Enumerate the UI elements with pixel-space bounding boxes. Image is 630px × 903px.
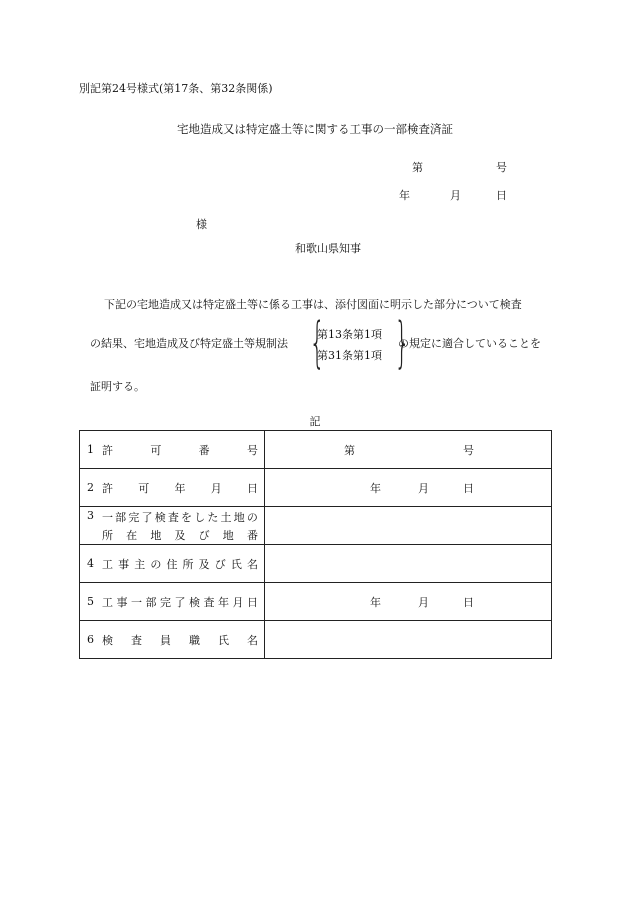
date-month-label: 月: [450, 189, 461, 202]
date-year-label: 年: [399, 189, 410, 202]
table-row: [80, 545, 552, 583]
label-char: 氏: [230, 557, 242, 571]
table-row: [80, 507, 552, 545]
date-day-label: 日: [496, 189, 507, 202]
value-month: 月: [418, 481, 429, 495]
value-day: 日: [463, 595, 474, 609]
row-number: 5: [87, 595, 94, 608]
label-char: 名: [246, 557, 258, 571]
number-prefix: 第: [412, 161, 423, 174]
label-char: び: [198, 528, 210, 542]
label-char: 完: [160, 595, 171, 609]
label-char: 番: [246, 528, 258, 542]
row-value[interactable]: [265, 545, 552, 583]
label-char: 検: [102, 633, 113, 647]
label-char: 査: [203, 595, 215, 609]
label-char: 一: [131, 595, 142, 609]
label-char: 職: [189, 633, 200, 647]
label-char: 番: [198, 443, 210, 457]
table-row: [80, 583, 552, 621]
certificate-table: [79, 430, 552, 659]
row-number: 2: [87, 481, 94, 494]
number-suffix: 号: [496, 161, 507, 174]
label-char: 号: [246, 443, 258, 457]
form-number: 別記第24号様式(第17条、第32条関係): [79, 82, 273, 95]
value-month: 月: [418, 595, 429, 609]
document-title: 宅地造成又は特定盛土等に関する工事の一部検査済証: [177, 122, 453, 136]
label-char: 年: [174, 481, 186, 495]
label-char: 日: [247, 595, 258, 609]
label-char: 土: [220, 510, 232, 524]
body-line-2-after: の規定に適合していることを: [398, 337, 541, 350]
label-char: の: [246, 510, 258, 524]
label-char: 許: [102, 443, 113, 457]
value-suffix: 号: [463, 443, 474, 457]
table-row: [80, 469, 552, 507]
label-char: 及: [198, 557, 210, 571]
row-label: [80, 545, 265, 583]
left-brace: {: [309, 311, 325, 374]
body-line-3: 証明する。: [90, 380, 145, 393]
row-value[interactable]: [265, 431, 552, 469]
label-char: 年: [218, 595, 229, 609]
right-brace: }: [394, 311, 410, 374]
row-label: [80, 431, 265, 469]
label-char: 一: [102, 510, 113, 524]
row-value[interactable]: [265, 469, 552, 507]
label-char: た: [207, 510, 219, 524]
label-char: 地: [233, 510, 245, 524]
label-char: 地: [150, 528, 162, 542]
label-char: 主: [134, 557, 146, 571]
label-char: 完: [128, 510, 140, 524]
row-number: 6: [87, 633, 94, 646]
row-label: [80, 469, 265, 507]
label-char: 許: [102, 481, 113, 495]
label-char: 月: [210, 481, 222, 495]
row-value[interactable]: [265, 507, 552, 545]
label-char: 所: [182, 557, 194, 571]
body-line-2-before: の結果、宅地造成及び特定盛土等規制法: [90, 337, 288, 350]
label-char: 在: [126, 528, 138, 542]
body-line-1: 下記の宅地造成又は特定盛土等に係る工事は、添付図面に明示した部分について検査: [104, 298, 522, 311]
label-char: 了: [174, 595, 186, 609]
label-char: 工: [102, 595, 113, 609]
label-char: 所: [102, 528, 113, 542]
row-number: 3: [87, 508, 94, 522]
label-char: 部: [145, 595, 157, 609]
label-char: 可: [138, 481, 150, 495]
row-label: [80, 507, 265, 545]
label-char: 事: [118, 557, 130, 571]
label-char: 検: [154, 510, 166, 524]
label-char: の: [150, 557, 162, 571]
label-char: 地: [222, 528, 234, 542]
label-char: 名: [247, 633, 258, 647]
article-item-2: 第31条第1項: [317, 349, 382, 362]
table-row: [80, 431, 552, 469]
label-char: 検: [189, 595, 200, 609]
label-char: し: [194, 510, 206, 524]
label-char: 了: [141, 510, 153, 524]
label-char: 部: [115, 510, 127, 524]
value-day: 日: [463, 481, 474, 495]
label-char: 日: [247, 481, 258, 495]
row-number: 4: [87, 557, 94, 570]
issuer: 和歌山県知事: [295, 242, 361, 255]
value-year: 年: [370, 481, 381, 495]
label-char: 氏: [218, 633, 229, 647]
row-label: [80, 583, 265, 621]
label-char: 可: [150, 443, 162, 457]
addressee-honorific: 様: [196, 218, 207, 231]
table-row: [80, 621, 552, 659]
value-year: 年: [370, 595, 381, 609]
label-char: を: [181, 510, 193, 524]
label-char: 工: [102, 557, 113, 571]
row-value[interactable]: [265, 621, 552, 659]
value-prefix: 第: [344, 443, 355, 457]
label-char: 員: [160, 633, 171, 647]
label-char: び: [214, 557, 226, 571]
label-char: 月: [232, 595, 244, 609]
row-value[interactable]: [265, 583, 552, 621]
label-char: 査: [131, 633, 142, 647]
label-char: 事: [116, 595, 128, 609]
row-label: [80, 621, 265, 659]
article-item-1: 第13条第1項: [317, 328, 382, 341]
row-number: 1: [87, 443, 94, 456]
label-char: 及: [174, 528, 186, 542]
label-char: 査: [167, 510, 179, 524]
label-char: 住: [166, 557, 178, 571]
section-heading: 記: [309, 415, 321, 428]
